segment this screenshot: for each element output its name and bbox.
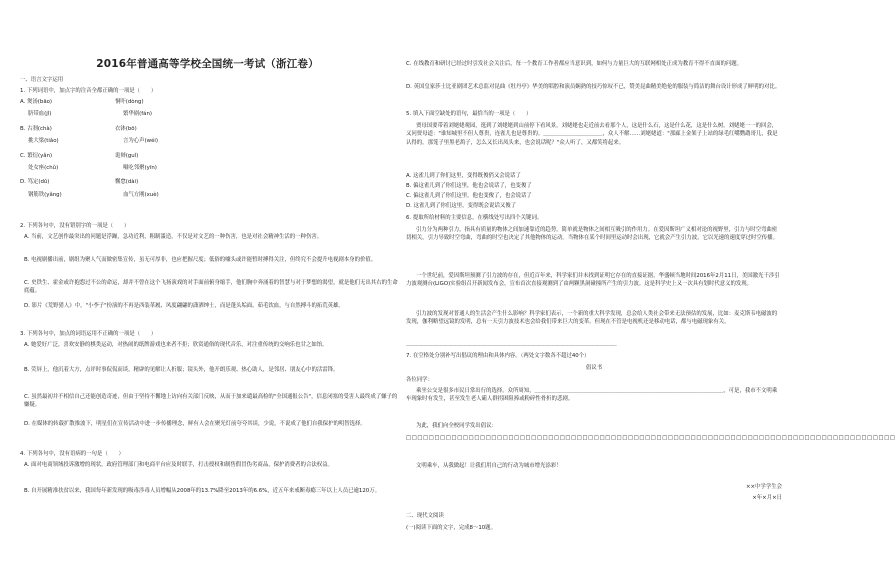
q3-option-b: B. 荧屏上，他沉着大方，点评时事侃侃而谈，精辟的见解让人折服；镜头外，他开朗乐观、热心助人，是邻居、朋友心中的活雷锋。	[24, 367, 339, 373]
q1-option-d-3: 钢筋铁(yǎng)	[28, 191, 62, 198]
letter-greeting: 各位同学：	[406, 377, 433, 383]
question-5-stem: 5. 填入下面空缺处的语句，最恰当的一项是（ ）	[406, 111, 532, 117]
q1-row-a	[20, 98, 395, 106]
exam-title: 2016年普通高等学校全国统一考试（浙江卷）	[96, 58, 319, 70]
q6-paragraph-1: 引力分为两种引力，指具有质量的物体之间加速靠近的趋势，简单就是物体之间相互吸引的作用力。在爱因斯坦广义相对论的视野里，引力与时空弯曲密切相关，引力导致时空弯曲，弯曲的时空也决定了其他物体的运动。当物体在某个时间里运动时会出现，它就会产生引力波，它以光速的速度穿过时空传播。	[406, 227, 778, 242]
q1-row-b2	[20, 137, 395, 145]
q5-option-c: C. 偏这雀儿到了你们这里，他也变俊了，也会说话了	[406, 193, 532, 199]
q1-option-c-4: 嗫吃邻聚(yīn)	[123, 165, 157, 172]
letter-body-3: 文明乘车，从我做起！让我们用自己的行动为城市增光添彩！	[416, 463, 562, 469]
q4-option-d: D. 英国皇家莎士比亚剧团艺术总监对昆曲《牡丹亭》华美的唱腔和演员娴熟的技巧惊叹不已，赞美昆曲精美绝伦的服装与简洁的舞台设计形成了鲜明的对比。	[406, 84, 781, 90]
q1-row-d2	[20, 191, 395, 199]
q1-option-d-4: 血气方刚(xuè)	[123, 191, 159, 198]
q6-paragraph-3: 引力波的发现对普通人的生活会产生什么影响？科学家们表示，一个新的重大科学发现，总会给人类社会带来无法预估的发展，比如：麦克斯韦电磁波的发现，伽利略望远镜的发明，总有一天引力波技术也会给我们带来巨大的变革。但现在不管是电视机还是移动电话，都与电磁现象有关。	[406, 311, 778, 326]
question-1-options	[20, 98, 395, 199]
q4-option-b: B. 自开展精准扶贫以来，我国每年新发现的吸毒涉毒人员增幅从2008年的13.7%降至2013年的6.6%，近五年来戒断毒瘾三年以上人员已逾120万。	[24, 488, 380, 494]
q1-option-a-4: 繁华剧(fán)	[123, 111, 152, 118]
question-2-stem: 2. 下列各句中，没有错别字的一项是（ ）	[20, 223, 130, 229]
q1-row-b	[20, 125, 395, 133]
q1-option-a-2: 恫吓(dòng)	[115, 99, 144, 105]
q1-row-d	[20, 178, 395, 186]
q1-option-c-2: 诡辩(guǐ)	[115, 152, 139, 159]
q5-option-b: B. 偏这雀儿到了你们这里，他也会说话了，也变俊了	[406, 183, 532, 189]
q2-option-a: A. 当前，文艺创作最突出的问题是浮躁，急功近利，粗制滥造，不仅是对文艺的一种伤害，也是对社会精神生活的一种伤害。	[24, 234, 323, 240]
q1-row-c2	[20, 164, 395, 172]
question-7-stem: 7. 在空格处分别补写出倡议的理由和具体内容。（两处文字数各不超过40个）	[406, 353, 590, 359]
q2-option-b: B. 电视剧播出前，剧组为聚人气而做密集宣传，虽无可厚非，也应把握尺度；低俗的噱头或许能暂时搏得关注，但终究不会提升电视剧本身的价值。	[24, 257, 377, 263]
q3-option-d: D. 在媒体的转载扩散推波下，明星们在宣传活动中进一步传播理念，鲜有人会在聚光灯前夸夸其谈，少说，不说成了他们自我保护的明智选择。	[24, 421, 366, 427]
q2-option-d: D. 影片《荒野猎人》中，"小李子"扮演的不再是西装革履、风度翩翩的潇洒绅士，而是蓬头垢面、茹毛饮血，与自然搏斗的拓荒英雄。	[24, 303, 344, 309]
reading-subheading: (一)阅读下面的文字，完成8～10题。	[406, 525, 496, 531]
letter-body-2: 为此，我们向全校同学发出倡议：	[416, 423, 497, 429]
q5-option-d: D. 这雀儿到了你们这里，变得既会说话又俊了	[406, 203, 517, 209]
letter-signature-date: ×年×月×日	[752, 495, 782, 501]
q6-paragraph-2: 一个世纪前，爱因斯坦预测了引力波的存在，但近百年来，科学家们并未找到证明它存在的直接证据。华盛顿当地时间2016年2月11日，美国激光干涉引力波观测台(LIGO)实验组召开新闻发布会，宣布首次直接观测到了由两颗黑洞碰撞所产生的引力波。这是科学史上又一次具有划时代意义的发现。	[406, 273, 780, 288]
q1-option-b-1: B. 古刹(chà)	[20, 125, 52, 132]
section-heading-language: 一、语言文字运用	[20, 77, 64, 83]
q4-option-a: A. 面对电商领域投诉激增的现状，政府管理部门和电商平台应及时联手，打击授权和制售假冒伪劣商品，保护消费者的合法权益。	[24, 462, 333, 468]
q3-option-c: C. 虽然最初并不相信自己还能创造奇迹，但由于坚持不懈地上访向有关部门反映，从而于加来谴最高检的"全国通报公告"，信息闭塞的受害人最终成了嫌子的嫌疑。	[24, 394, 398, 409]
letter-signature-org: ××中学学生会	[746, 484, 782, 490]
q3-option-a: A. 她爱好广泛，喜欢安静的棋类运动，对热闹的纸牌游戏也来者不拒；欣赏通俗的现代音乐，对注重传统的交响乐也甘之如饴。	[24, 342, 328, 348]
letter-body-1: 乘坐公交是很多市民日常出行的选择。众所周知，＿＿＿＿＿＿＿＿＿＿＿＿＿＿＿＿＿＿＿＿＿＿＿＿＿＿＿＿＿＿＿＿＿＿＿，可是，我市不文明乘车现象时有发生，甚至发生老人霸人群拐困阻捧或粉碎性骨折的悲剧。	[406, 388, 778, 403]
q1-option-d-2: 懈怠(dài)	[115, 179, 139, 186]
question-6-stem: 6. 提取所给材料的主要信息，在横线处写出四个关键词。	[406, 215, 543, 221]
q5-option-a: A. 这雀儿到了你们这里，变得既俊俏又会说话了	[406, 173, 521, 179]
question-4-stem: 4. 下列各句中，没有语病的一句是（ ）	[20, 451, 124, 457]
q1-option-a-3: 脐带血(jǐ)	[28, 111, 52, 118]
q1-option-b-2: 衣钵(bō)	[115, 125, 137, 132]
section-heading-reading: 二、现代文阅读	[406, 513, 444, 519]
question-1-stem: 1. 下列词语中，加点字的注音全都正确的一项是（ ）	[20, 88, 157, 94]
letter-answer-boxes: □□□□□□□□□□□□□□□□□□□□□□□□□□□□□□□□□□□□□□□□□□□□□□□□□□□□□□□□□□□□□□□□□□□□□□□□□□□□□□□□□□□□□□	[406, 435, 896, 441]
q5-passage: 贾母国要带着刘姥姥观园，逛到了刘姥姥到山前停下看风景，刘姥姥也走近前去看那个人，这是什么石，这是什么花，这是什么树。刘姥姥一一的回会，又问贾母道："谁知城里不但人尊贵，连雀儿也是尊贵的。＿＿＿＿＿＿＿＿＿＿＿，众人不解……刘姥姥道："那廊上金架子上站的绿毛红嘴鹦鹉哥儿，我是认得的。那笼子里黑老鸹子，怎么又长出凤头来，也会说话呢？"众人听了，又都笑将起来。	[406, 123, 778, 146]
question-3-stem: 3. 下列各句中，加点的词语运用不正确的一项是（ ）	[20, 331, 157, 337]
q2-option-c: C. 史铁生、霍金或许抱怨过不公的命运，却并不曾在这个飞扬演戏的对手面前俯身缩手，他们胸中奔涌着的智慧与对于梦想的渴望，就是他们无出其右的生命底蕴。	[24, 280, 398, 295]
letter-title: 倡议书	[585, 365, 603, 371]
q4-option-c: C. 在线教育和研讨已经过时引发社会关注后，每一个教育工作者都应当意识到，如何与力量巨大的互联网相处正成为教育不得不直面的问题。	[406, 61, 743, 67]
q1-row-a2	[20, 110, 395, 118]
q1-row-c	[20, 152, 395, 160]
q1-option-d-1: D. 笃定(dǔ)	[20, 179, 50, 186]
q6-answer-line: ＿＿＿＿＿＿＿＿＿＿＿＿＿＿＿＿＿＿＿＿＿＿＿＿＿＿＿＿＿＿＿＿＿＿＿＿＿＿＿＿＿＿＿	[406, 341, 617, 347]
q1-option-a-1: A. 煲汤(bāo)	[20, 99, 53, 105]
q1-option-c-1: C. 繁衍(yǎn)	[20, 152, 53, 159]
q1-option-c-3: 处女座(chǔ)	[28, 165, 59, 172]
q1-option-b-3: 挑大梁(tiǎo)	[28, 138, 59, 145]
q1-option-b-4: 言为心声(wéi)	[123, 138, 158, 145]
